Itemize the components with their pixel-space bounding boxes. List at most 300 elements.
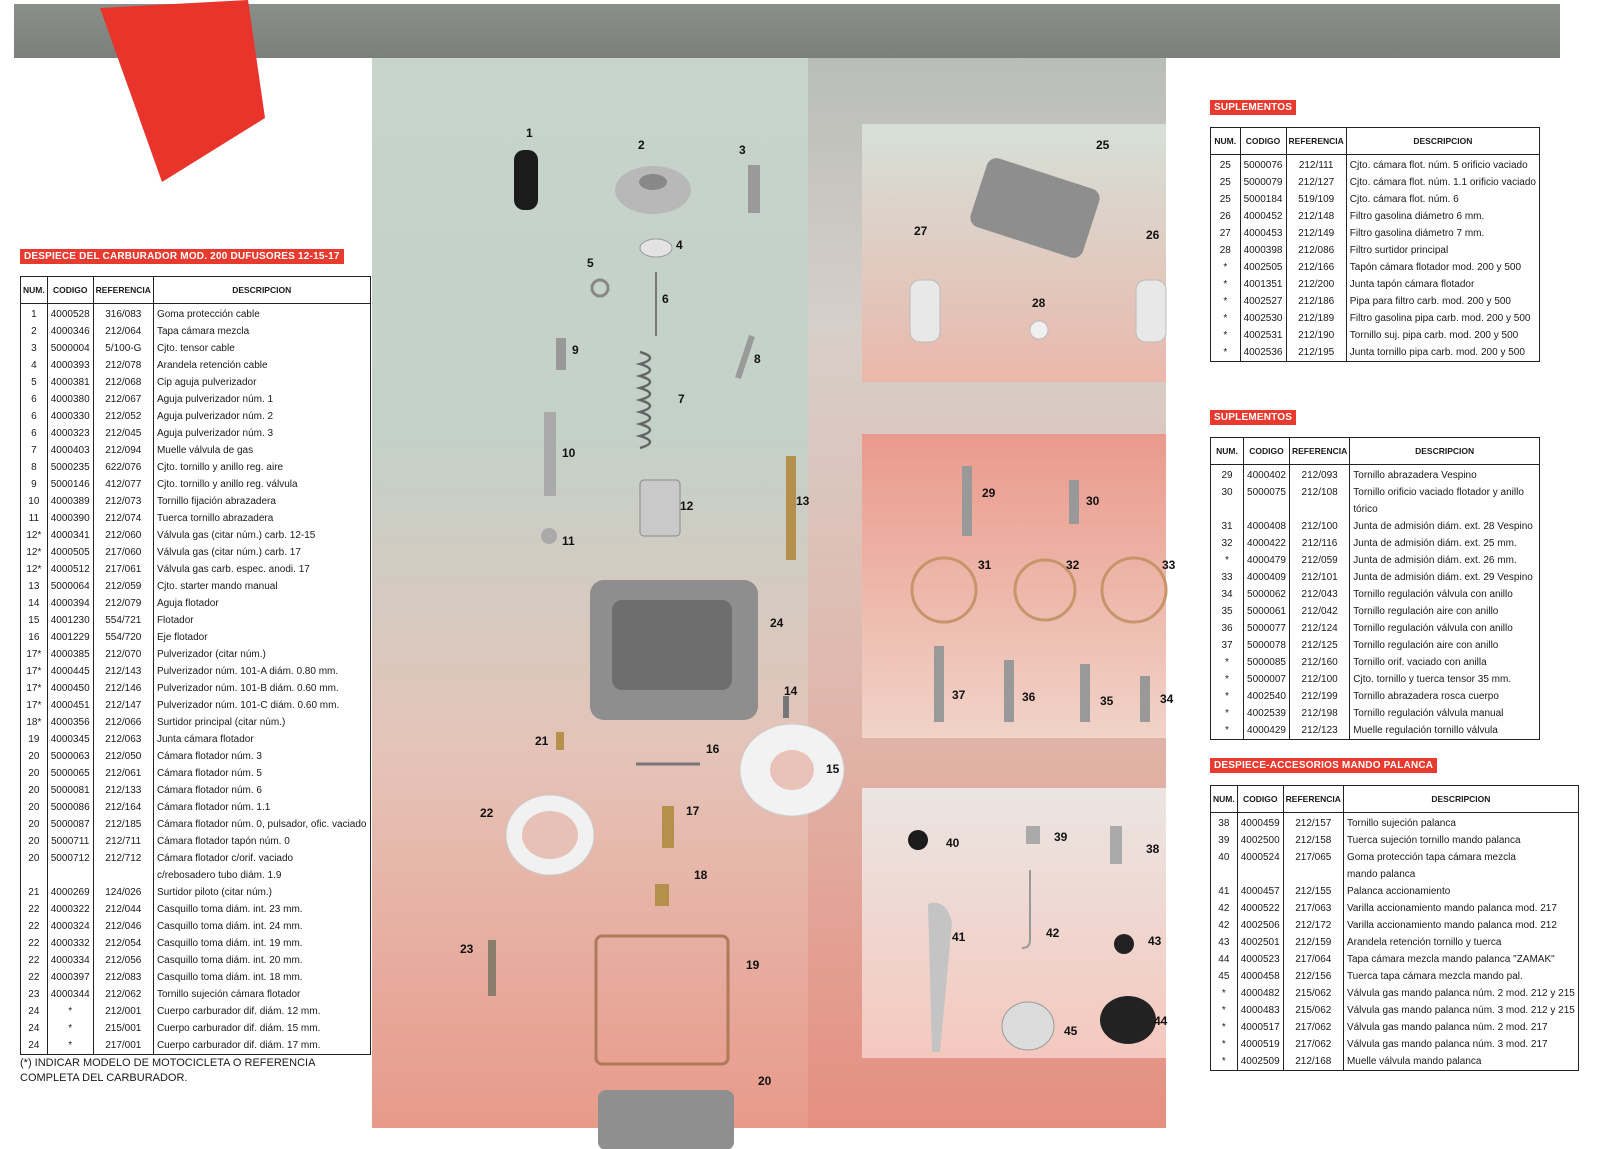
column-header: DESCRIPCION — [153, 277, 370, 304]
part-label-3: 3 — [739, 143, 746, 157]
part-40-rubber-cap — [908, 830, 928, 850]
codigo-cell: 4000403 — [47, 442, 93, 459]
codigo-cell: 5000085 — [1244, 654, 1290, 671]
codigo-cell: 4000356 — [47, 714, 93, 731]
table-row — [1211, 883, 1579, 900]
table-row — [21, 527, 371, 544]
table-row — [1211, 866, 1579, 883]
table-row — [1211, 484, 1540, 501]
table-row — [1211, 276, 1540, 293]
table-row — [21, 629, 371, 646]
num-cell: 4 — [21, 357, 48, 374]
referencia-cell: 212/054 — [93, 935, 153, 952]
referencia-cell: 212/100 — [1290, 518, 1350, 535]
descripcion-cell: Muelle válvula mando palanca — [1343, 1053, 1578, 1071]
table-row — [21, 680, 371, 697]
table-row — [21, 935, 371, 952]
num-cell: * — [1211, 654, 1244, 671]
codigo-cell: 4001229 — [47, 629, 93, 646]
part-label-29: 29 — [982, 486, 996, 500]
referencia-cell: 212/164 — [93, 799, 153, 816]
table-row — [1211, 603, 1540, 620]
referencia-cell: 212/712 — [93, 850, 153, 867]
num-cell: 6 — [21, 391, 48, 408]
referencia-cell: 124/026 — [93, 884, 153, 901]
descripcion-cell: Válvula gas (citar núm.) carb. 12-15 — [153, 527, 370, 544]
num-cell: 37 — [1211, 637, 1244, 654]
referencia-cell: 212/093 — [1290, 465, 1350, 485]
part-label-23: 23 — [460, 942, 474, 956]
part-37-screw — [934, 646, 944, 722]
descripcion-cell: Pulverizador núm. 101-C diám. 0.60 mm. — [153, 697, 370, 714]
num-cell: 26 — [1211, 208, 1241, 225]
num-cell: 9 — [21, 476, 48, 493]
suplementos-2-title: SUPLEMENTOS — [1210, 410, 1296, 425]
num-cell: 22 — [21, 952, 48, 969]
codigo-cell: 5000087 — [47, 816, 93, 833]
referencia-cell: 554/721 — [93, 612, 153, 629]
table-header-row — [1211, 128, 1540, 155]
table-row — [21, 714, 371, 731]
num-cell — [21, 867, 48, 884]
part-label-19: 19 — [746, 958, 760, 972]
num-cell: * — [1211, 705, 1244, 722]
num-cell: 45 — [1211, 968, 1238, 985]
table-row — [21, 765, 371, 782]
referencia-cell — [93, 867, 153, 884]
descripcion-cell: Aguja pulverizador núm. 2 — [153, 408, 370, 425]
codigo-cell: 4000512 — [47, 561, 93, 578]
codigo-cell: 4000528 — [47, 304, 93, 324]
part-label-40: 40 — [946, 836, 960, 850]
referencia-cell: 212/149 — [1286, 225, 1346, 242]
table-row — [21, 663, 371, 680]
descripcion-cell: Tuerca tapa cámara mezcla mando pal. — [1343, 968, 1578, 985]
table-row — [21, 510, 371, 527]
descripcion-cell: Arandela retención cable — [153, 357, 370, 374]
table-row — [1211, 208, 1540, 225]
descripcion-cell: Casquillo toma diám. int. 23 mm. — [153, 901, 370, 918]
part-13-starter — [786, 456, 796, 560]
num-cell: 3 — [21, 340, 48, 357]
table-row — [1211, 951, 1579, 968]
table-row — [21, 799, 371, 816]
codigo-cell: 4000389 — [47, 493, 93, 510]
num-cell: * — [1211, 344, 1241, 362]
descripcion-cell: Tornillo abrazadera Vespino — [1350, 465, 1540, 485]
referencia-cell: 212/066 — [93, 714, 153, 731]
descripcion-cell: Pipa para filtro carb. mod. 200 y 500 — [1346, 293, 1539, 310]
num-cell: * — [1211, 293, 1241, 310]
descripcion-cell: Aguja flotador — [153, 595, 370, 612]
num-cell: 20 — [21, 816, 48, 833]
descripcion-cell: Palanca accionamiento — [1343, 883, 1578, 900]
table-row — [21, 850, 371, 867]
codigo-cell: 5000064 — [47, 578, 93, 595]
part-39-nut — [1026, 826, 1040, 844]
referencia-cell: 212/052 — [93, 408, 153, 425]
table-row — [21, 986, 371, 1003]
codigo-cell: 4000393 — [47, 357, 93, 374]
descripcion-cell: Surtidor principal (citar núm.) — [153, 714, 370, 731]
codigo-cell: 4000409 — [1244, 569, 1290, 586]
codigo-cell: 4002509 — [1237, 1053, 1283, 1071]
codigo-cell: 5000062 — [1244, 586, 1290, 603]
part-label-31: 31 — [978, 558, 992, 572]
part-label-42: 42 — [1046, 926, 1060, 940]
codigo-cell: 5000078 — [1244, 637, 1290, 654]
table-row — [1211, 155, 1540, 175]
part-label-34: 34 — [1160, 692, 1174, 706]
part-19-gasket — [596, 936, 728, 1064]
referencia-cell — [1290, 501, 1350, 518]
table-row — [21, 442, 371, 459]
codigo-cell: 4000402 — [1244, 465, 1290, 485]
referencia-cell: 212/158 — [1283, 832, 1343, 849]
num-cell: * — [1211, 1002, 1238, 1019]
referencia-cell: 217/062 — [1283, 1036, 1343, 1053]
referencia-cell: 212/168 — [1283, 1053, 1343, 1071]
codigo-cell: 4000341 — [47, 527, 93, 544]
table-row — [21, 391, 371, 408]
referencia-cell: 212/050 — [93, 748, 153, 765]
part-label-41: 41 — [952, 930, 966, 944]
referencia-cell: 212/156 — [1283, 968, 1343, 985]
referencia-cell: 212/146 — [93, 680, 153, 697]
column-header: DESCRIPCION — [1350, 438, 1540, 465]
part-8-air-screw — [738, 336, 752, 378]
referencia-cell: 5/100-G — [93, 340, 153, 357]
referencia-cell: 212/200 — [1286, 276, 1346, 293]
part-43-washer — [1114, 934, 1134, 954]
codigo-cell: 4002505 — [1240, 259, 1286, 276]
descripcion-cell: Junta cámara flotador — [153, 731, 370, 748]
num-cell: * — [1211, 722, 1244, 740]
referencia-cell: 212/043 — [1290, 586, 1350, 603]
part-9-valve-screw — [556, 338, 566, 370]
part-label-25: 25 — [1096, 138, 1110, 152]
part-label-28: 28 — [1032, 296, 1046, 310]
referencia-cell: 212/111 — [1286, 155, 1346, 175]
descripcion-cell: Tornillo suj. pipa carb. mod. 200 y 500 — [1346, 327, 1539, 344]
codigo-cell: 4000505 — [47, 544, 93, 561]
codigo-cell: 4000322 — [47, 901, 93, 918]
num-cell: 23 — [21, 986, 48, 1003]
part-label-5: 5 — [587, 256, 594, 270]
part-21-pilot-jet — [556, 732, 564, 750]
suplementos-2-table — [1210, 437, 1540, 740]
column-header: CODIGO — [1237, 786, 1283, 813]
part-label-12: 12 — [680, 499, 694, 513]
part-label-21: 21 — [535, 734, 549, 748]
codigo-cell: * — [47, 1020, 93, 1037]
referencia-cell: 212/059 — [93, 578, 153, 595]
referencia-cell: 212/078 — [93, 357, 153, 374]
part-41-lever — [928, 903, 952, 1052]
codigo-cell: 4000345 — [47, 731, 93, 748]
descripcion-cell: Varilla accionamiento mando palanca mod. 217 — [1343, 900, 1578, 917]
num-cell: * — [1211, 1036, 1238, 1053]
num-cell: 20 — [21, 799, 48, 816]
descripcion-cell: c/rebosadero tubo diám. 1.9 — [153, 867, 370, 884]
carburetor-parts-table — [20, 276, 371, 1055]
descripcion-cell: Casquillo toma diám. int. 20 mm. — [153, 952, 370, 969]
referencia-cell: 212/056 — [93, 952, 153, 969]
codigo-cell: 4002500 — [1237, 832, 1283, 849]
codigo-cell: 5000004 — [47, 340, 93, 357]
referencia-cell: 212/044 — [93, 901, 153, 918]
part-44-cap — [1100, 996, 1156, 1044]
codigo-cell: 4000381 — [47, 374, 93, 391]
referencia-cell: 212/199 — [1290, 688, 1350, 705]
num-cell: 44 — [1211, 951, 1238, 968]
table-row — [1211, 293, 1540, 310]
referencia-cell: 212/123 — [1290, 722, 1350, 740]
column-header: REFERENCIA — [93, 277, 153, 304]
codigo-cell: 4000523 — [1237, 951, 1283, 968]
column-header: NUM. — [1211, 128, 1241, 155]
table-row — [1211, 688, 1540, 705]
codigo-cell: 4002530 — [1240, 310, 1286, 327]
table-row — [1211, 225, 1540, 242]
part-label-17: 17 — [686, 804, 700, 818]
num-cell: 6 — [21, 408, 48, 425]
mando-palanca-title: DESPIECE-ACCESORIOS MANDO PALANCA — [1210, 758, 1437, 773]
suplementos-1-title: SUPLEMENTOS — [1210, 100, 1296, 115]
descripcion-cell: Goma protección tapa cámara mezcla — [1343, 849, 1578, 866]
num-cell: 12* — [21, 544, 48, 561]
referencia-cell: 212/166 — [1286, 259, 1346, 276]
num-cell: 22 — [21, 918, 48, 935]
referencia-cell: 212/195 — [1286, 344, 1346, 362]
part-label-45: 45 — [1064, 1024, 1078, 1038]
referencia-cell: 212/060 — [93, 527, 153, 544]
descripcion-cell: Cip aguja pulverizador — [153, 374, 370, 391]
referencia-cell: 215/062 — [1283, 1002, 1343, 1019]
part-36-screw — [1004, 660, 1014, 722]
referencia-cell: 212/046 — [93, 918, 153, 935]
codigo-cell: 5000086 — [47, 799, 93, 816]
part-label-15: 15 — [826, 762, 840, 776]
num-cell: * — [1211, 276, 1241, 293]
table-row — [21, 561, 371, 578]
table-row — [1211, 174, 1540, 191]
part-22-intake-bushing — [506, 795, 594, 875]
codigo-cell: 4000330 — [47, 408, 93, 425]
referencia-cell: 212/172 — [1283, 917, 1343, 934]
descripcion-cell: Tornillo sujeción cámara flotador — [153, 986, 370, 1003]
num-cell: 14 — [21, 595, 48, 612]
table-row — [21, 731, 371, 748]
codigo-cell: 4000482 — [1237, 985, 1283, 1002]
table-row — [1211, 849, 1579, 866]
descripcion-cell: Casquillo toma diám. int. 19 mm. — [153, 935, 370, 952]
referencia-cell: 212/073 — [93, 493, 153, 510]
referencia-cell: 212/155 — [1283, 883, 1343, 900]
table-row — [21, 884, 371, 901]
num-cell: 28 — [1211, 242, 1241, 259]
table-header-row — [21, 277, 371, 304]
descripcion-cell: Tornillo regulación válvula manual — [1350, 705, 1540, 722]
codigo-cell: 4000483 — [1237, 1002, 1283, 1019]
codigo-cell: 4000459 — [1237, 813, 1283, 833]
descripcion-cell: Cjto. tensor cable — [153, 340, 370, 357]
num-cell — [1211, 866, 1238, 883]
part-label-7: 7 — [678, 392, 685, 406]
descripcion-cell: Válvula gas (citar núm.) carb. 17 — [153, 544, 370, 561]
referencia-cell: 212/116 — [1290, 535, 1350, 552]
part-label-39: 39 — [1054, 830, 1068, 844]
referencia-cell: 316/083 — [93, 304, 153, 324]
table-row — [1211, 465, 1540, 485]
num-cell: 36 — [1211, 620, 1244, 637]
referencia-cell: 212/100 — [1290, 671, 1350, 688]
referencia-cell: 212/070 — [93, 646, 153, 663]
descripcion-cell: Cuerpo carburador dif. diám. 12 mm. — [153, 1003, 370, 1020]
referencia-cell: 217/064 — [1283, 951, 1343, 968]
descripcion-cell: Tapa cámara mezcla — [153, 323, 370, 340]
referencia-cell: 212/062 — [93, 986, 153, 1003]
part-35-screw — [1080, 664, 1090, 722]
table-row — [1211, 569, 1540, 586]
descripcion-cell: Tuerca sujeción tornillo mando palanca — [1343, 832, 1578, 849]
num-cell: * — [1211, 985, 1238, 1002]
referencia-cell: 554/720 — [93, 629, 153, 646]
num-cell: * — [1211, 310, 1241, 327]
codigo-cell: * — [47, 1037, 93, 1055]
table-row — [21, 1003, 371, 1020]
descripcion-cell: Filtro gasolina diámetro 6 mm. — [1346, 208, 1539, 225]
referencia-cell: 212/143 — [93, 663, 153, 680]
part-42-rod — [1022, 870, 1030, 948]
descripcion-cell: Tornillo regulación válvula con anillo — [1350, 586, 1540, 603]
descripcion-cell: Tornillo regulación válvula con anillo — [1350, 620, 1540, 637]
suplementos-1-table — [1210, 127, 1540, 362]
num-cell: 24 — [21, 1020, 48, 1037]
descripcion-cell: Cjto. tornillo y anillo reg. válvula — [153, 476, 370, 493]
codigo-cell — [1237, 866, 1283, 883]
referencia-cell: 212/079 — [93, 595, 153, 612]
num-cell: 10 — [21, 493, 48, 510]
table-row — [21, 782, 371, 799]
num-cell: 7 — [21, 442, 48, 459]
part-label-11: 11 — [562, 534, 575, 548]
num-cell: 20 — [21, 782, 48, 799]
descripcion-cell: Casquillo toma diám. int. 24 mm. — [153, 918, 370, 935]
num-cell: 40 — [1211, 849, 1238, 866]
table-row — [1211, 832, 1579, 849]
mando-palanca-table — [1210, 785, 1579, 1071]
num-cell — [1211, 501, 1244, 518]
codigo-cell: 5000076 — [1240, 155, 1286, 175]
part-label-30: 30 — [1086, 494, 1100, 508]
num-cell: 41 — [1211, 883, 1238, 900]
descripcion-cell: Cjto. tornillo y anillo reg. aire — [153, 459, 370, 476]
descripcion-cell: Pulverizador núm. 101-B diám. 0.60 mm. — [153, 680, 370, 697]
table-row — [21, 340, 371, 357]
referencia-cell — [1283, 866, 1343, 883]
num-cell: 31 — [1211, 518, 1244, 535]
part-11-nut — [541, 528, 557, 544]
codigo-cell: 4002506 — [1237, 917, 1283, 934]
descripcion-cell: Tornillo orificio vaciado flotador y anillo — [1350, 484, 1540, 501]
part-30-screw — [1069, 480, 1079, 524]
referencia-cell: 212/185 — [93, 816, 153, 833]
descripcion-cell: Muelle regulación tornillo válvula — [1350, 722, 1540, 740]
part-10-clamp-screw — [544, 412, 556, 496]
descripcion-cell: Cámara flotador núm. 5 — [153, 765, 370, 782]
codigo-cell: 4000519 — [1237, 1036, 1283, 1053]
codigo-cell: 4000422 — [1244, 535, 1290, 552]
descripcion-cell: Tornillo abrazadera rosca cuerpo — [1350, 688, 1540, 705]
table-row — [1211, 518, 1540, 535]
referencia-cell: 212/042 — [1290, 603, 1350, 620]
referencia-cell: 212/094 — [93, 442, 153, 459]
descripcion-cell: Tornillo fijación abrazadera — [153, 493, 370, 510]
num-cell: * — [1211, 327, 1241, 344]
part-label-18: 18 — [694, 868, 708, 882]
referencia-cell: 217/062 — [1283, 1019, 1343, 1036]
referencia-cell: 212/147 — [93, 697, 153, 714]
codigo-cell: 4000524 — [1237, 849, 1283, 866]
table-row — [1211, 705, 1540, 722]
part-label-8: 8 — [754, 352, 761, 366]
table-row — [21, 476, 371, 493]
num-cell: 21 — [21, 884, 48, 901]
codigo-cell: 4000397 — [47, 969, 93, 986]
num-cell: 32 — [1211, 535, 1244, 552]
referencia-cell: 412/077 — [93, 476, 153, 493]
table-row — [1211, 191, 1540, 208]
part-26-filter — [1136, 280, 1166, 342]
codigo-cell: 5000007 — [1244, 671, 1290, 688]
descripcion-cell: Filtro gasolina pipa carb. mod. 200 y 500 — [1346, 310, 1539, 327]
table-row — [21, 867, 371, 884]
descripcion-cell: Tuerca tornillo abrazadera — [153, 510, 370, 527]
num-cell: 35 — [1211, 603, 1244, 620]
descripcion-cell: Varilla accionamiento mando palanca mod. 212 — [1343, 917, 1578, 934]
num-cell: * — [1211, 1019, 1238, 1036]
codigo-cell: 4000385 — [47, 646, 93, 663]
table-row — [1211, 1002, 1579, 1019]
part-17-atomizer — [662, 806, 674, 848]
num-cell: 5 — [21, 374, 48, 391]
table-row — [1211, 900, 1579, 917]
descripcion-cell: Cámara flotador núm. 1.1 — [153, 799, 370, 816]
part-24-carburetor-body — [590, 580, 758, 720]
num-cell: 17* — [21, 697, 48, 714]
descripcion-cell: Pulverizador (citar núm.) — [153, 646, 370, 663]
left-section-title: DESPIECE DEL CARBURADOR MOD. 200 DUFUSORES 12-15-17 — [20, 249, 344, 264]
codigo-cell: 4000269 — [47, 884, 93, 901]
referencia-cell: 212/189 — [1286, 310, 1346, 327]
column-header: DESCRIPCION — [1343, 786, 1578, 813]
num-cell: 6 — [21, 425, 48, 442]
codigo-cell: 4000394 — [47, 595, 93, 612]
part-5-clip — [592, 280, 608, 296]
descripcion-cell: Junta de admisión diám. ext. 29 Vespino — [1350, 569, 1540, 586]
num-cell: 20 — [21, 765, 48, 782]
referencia-cell: 212/133 — [93, 782, 153, 799]
referencia-cell: 212/160 — [1290, 654, 1350, 671]
codigo-cell: 4000457 — [1237, 883, 1283, 900]
referencia-cell: 212/101 — [1290, 569, 1350, 586]
column-header: CODIGO — [47, 277, 93, 304]
part-label-43: 43 — [1148, 934, 1162, 948]
part-14-float-needle — [783, 696, 789, 718]
table-row — [21, 969, 371, 986]
descripcion-cell: Tapa cámara mezcla mando palanca "ZAMAK" — [1343, 951, 1578, 968]
